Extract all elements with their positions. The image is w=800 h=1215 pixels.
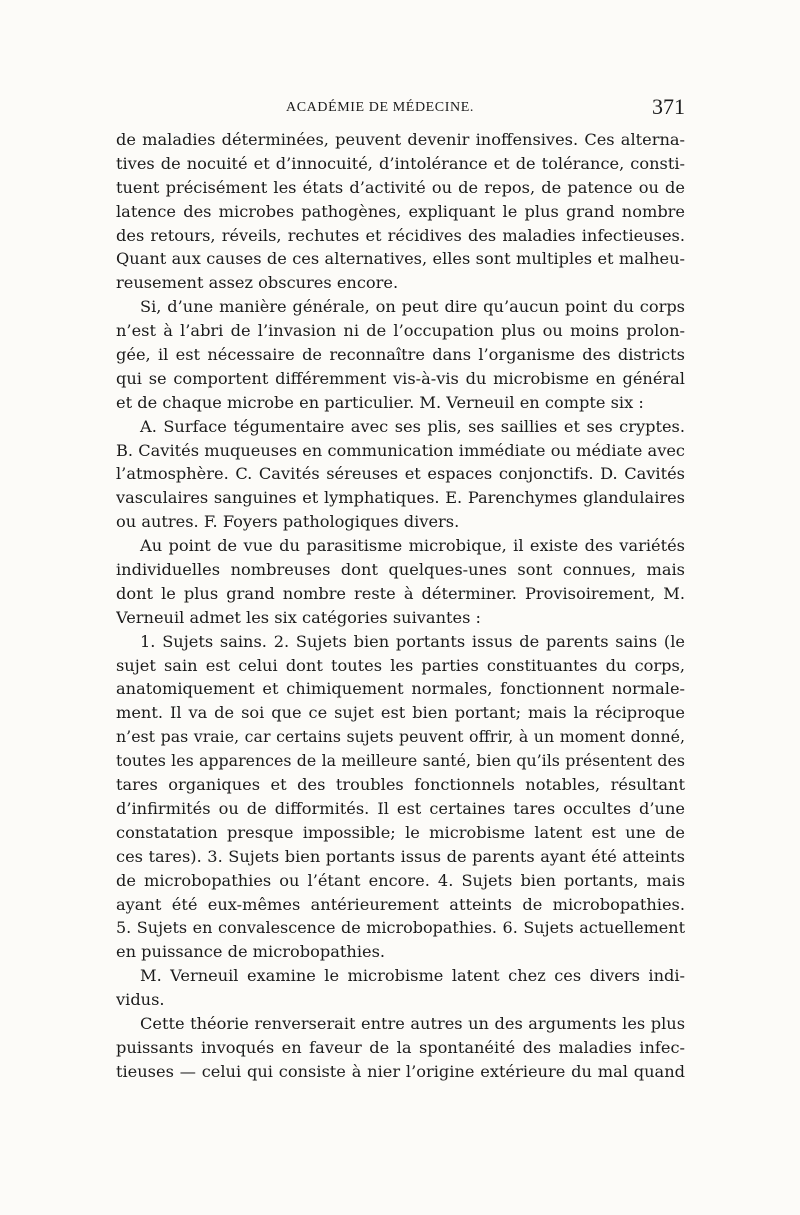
text-line: puissants invoqués en faveur de la spontanéité des maladies infec- bbox=[116, 1037, 685, 1057]
text-line: de microbopathies ou l’étant encore. 4. Sujets bien portants, mais bbox=[116, 870, 685, 890]
text-line: ou autres. F. Foyers pathologiques divers. bbox=[116, 512, 460, 532]
text-line: tives de nocuité et d’innocuité, d’intolérance et de tolérance, consti- bbox=[116, 153, 685, 173]
page-number: 371 bbox=[652, 94, 685, 119]
text-line: individuelles nombreuses dont quelques-unes sont connues, mais bbox=[116, 560, 685, 580]
page-header bbox=[116, 92, 685, 122]
text-line: qui se comportent différemment vis-à-vis du microbisme en général bbox=[116, 368, 685, 388]
text-line: et de chaque microbe en particulier. M. Verneuil en compte six : bbox=[116, 392, 644, 412]
text-line: Quant aux causes de ces alternatives, elles sont multiples et malheu- bbox=[116, 249, 685, 269]
text-line: gée, il est nécessaire de reconnaître dans l’organisme des districts bbox=[116, 345, 685, 365]
body-text bbox=[116, 128, 685, 1084]
text-line: latence des microbes pathogènes, expliquant le plus grand nombre bbox=[116, 201, 685, 221]
running-title: ACADÉMIE DE MÉDECINE. bbox=[286, 100, 474, 115]
text-line: reusement assez obscures encore. bbox=[116, 273, 399, 293]
text-line: n’est pas vraie, car certains sujets peuvent offrir, à un moment donné, bbox=[116, 727, 685, 747]
text-line: tuent précisément les états d’activité ou de repos, de patence ou de bbox=[116, 177, 685, 197]
text-line: d’infirmités ou de difformités. Il est certaines tares occultes d’une bbox=[116, 798, 685, 818]
text-line: l’atmosphère. C. Cavités séreuses et espaces conjonctifs. D. Cavités bbox=[116, 464, 685, 484]
text-line: vidus. bbox=[116, 990, 165, 1010]
text-line: anatomiquement et chimiquement normales, fonctionnent normale- bbox=[116, 679, 685, 699]
text-line: Cette théorie renverserait entre autres un des arguments les plus bbox=[140, 1013, 685, 1033]
text-line: constatation presque impossible; le microbisme latent est une de bbox=[116, 822, 685, 842]
text-line: Verneuil admet les six catégories suivantes : bbox=[116, 607, 481, 627]
text-line: Au point de vue du parasitisme microbique, il existe des variétés bbox=[140, 536, 685, 556]
text-line: toutes les apparences de la meilleure santé, bien qu’ils présentent des bbox=[116, 751, 685, 771]
text-line: 5. Sujets en convalescence de microbopathies. 6. Sujets actuellement bbox=[116, 918, 685, 938]
text-line: Si, d’une manière générale, on peut dire qu’aucun point du corps bbox=[140, 297, 685, 317]
text-line: n’est à l’abri de l’invasion ni de l’occupation plus ou moins prolon- bbox=[116, 321, 685, 341]
text-line: de maladies déterminées, peuvent devenir inoffensives. Ces alterna- bbox=[116, 130, 685, 149]
text-line: ayant été eux-mêmes antérieurement atteints de microbopathies. bbox=[116, 894, 685, 914]
text-line: M. Verneuil examine le microbisme latent chez ces divers indi- bbox=[140, 966, 685, 986]
text-line: 1. Sujets sains. 2. Sujets bien portants issus de parents sains (le bbox=[140, 631, 685, 651]
text-line: tieuses — celui qui consiste à nier l’origine extérieure du mal quand bbox=[116, 1061, 685, 1081]
text-line: vasculaires sanguines et lymphatiques. E. Parenchymes glandulaires bbox=[116, 488, 685, 508]
text-line: A. Surface tégumentaire avec ses plis, ses saillies et ses cryptes. bbox=[140, 416, 685, 436]
text-line: des retours, réveils, rechutes et récidives des maladies infectieuses. bbox=[116, 225, 685, 245]
text-line: dont le plus grand nombre reste à déterminer. Provisoirement, M. bbox=[116, 583, 685, 603]
text-line: sujet sain est celui dont toutes les parties constituantes du corps, bbox=[116, 655, 685, 675]
text-line: ment. Il va de soi que ce sujet est bien portant; mais la réciproque bbox=[116, 703, 685, 723]
text-line: B. Cavités muqueuses en communication immédiate ou médiate avec bbox=[116, 440, 685, 460]
text-line: en puissance de microbopathies. bbox=[116, 942, 386, 962]
text-line: ces tares). 3. Sujets bien portants issus de parents ayant été atteints bbox=[116, 846, 685, 866]
text-line: tares organiques et des troubles fonctionnels notables, résultant bbox=[116, 775, 685, 795]
